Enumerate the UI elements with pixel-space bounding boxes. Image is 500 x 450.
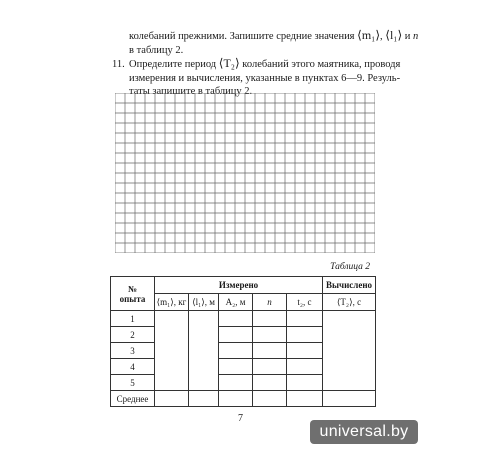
step-10-line-1 [129,29,469,44]
header-time: t₂, с [287,294,323,311]
step-11-line-1 [112,57,472,72]
row-number-cell: 4 [111,359,155,375]
row-number-cell: 5 [111,375,155,391]
amplitude-cell [219,311,253,327]
avg-time-cell [287,391,323,407]
step-11-text-a: Определите период [129,59,219,70]
step-11-line-3: таты запишите в таблицу 2. [129,86,253,97]
time-cell [287,375,323,391]
step-11-text-b: колебаний этого маятника, проводя [239,59,401,70]
results-table [110,276,376,407]
header-no-symbol: № [127,283,138,294]
average-row-label: Среднее [111,391,155,407]
header-mean-length: ⟨l₁⟩, м [189,294,219,311]
avg-mass-cell [155,391,189,407]
time-cell [287,327,323,343]
row-number-cell: 1 [111,311,155,327]
mean-mass-symbol: ⟨m₁⟩ [357,28,381,42]
page-number: 7 [238,413,243,424]
header-experiment-number [111,277,155,311]
time-cell [287,359,323,375]
amplitude-cell [219,327,253,343]
amplitude-cell [219,375,253,391]
site-watermark: universal.by [310,420,418,444]
time-cell [287,343,323,359]
step-10-text [129,29,469,57]
header-n [253,294,287,311]
mean-length-merged-cell [189,311,219,391]
separator: , [380,31,386,42]
n-cell [253,311,287,327]
n-cell [253,359,287,375]
graph-paper-grid [115,93,375,253]
n-cell [253,327,287,343]
avg-amplitude-cell [219,391,253,407]
table-caption: Таблица 2 [330,262,370,272]
n-cell [253,343,287,359]
avg-length-cell [189,391,219,407]
header-computed: Вычислено [323,277,376,294]
row-number-cell: 2 [111,327,155,343]
avg-period-cell [323,391,376,407]
step-11-number: 11. [112,59,125,70]
header-measured: Измерено [155,277,323,294]
mean-period-symbol: ⟨T₂⟩ [218,56,240,70]
mean-mass-merged-cell [155,311,189,391]
step-11-line-2: измерения и вычисления, указанные в пунктах 6—9. Резуль- [129,72,401,84]
step-10-line-2: в таблицу 2. [129,44,184,56]
n-cell [253,375,287,391]
step-10-text-b: и [402,31,414,42]
n-symbol: n [413,31,419,42]
avg-n-cell [253,391,287,407]
row-number-cell: 3 [111,343,155,359]
header-n-label: n [267,297,272,307]
mean-period-merged-cell [323,311,376,391]
header-mean-period: ⟨T₂⟩, с [323,294,376,311]
mean-length-symbol: ⟨l₁⟩ [385,28,403,42]
header-opyta: опыта [119,293,146,304]
time-cell [287,311,323,327]
step-10-text-a: колебаний прежними. Запишите средние значения [129,31,358,42]
amplitude-cell [219,343,253,359]
amplitude-cell [219,359,253,375]
header-mean-mass: ⟨m₁⟩, кг [155,294,189,311]
header-amplitude: A₂, м [219,294,253,311]
